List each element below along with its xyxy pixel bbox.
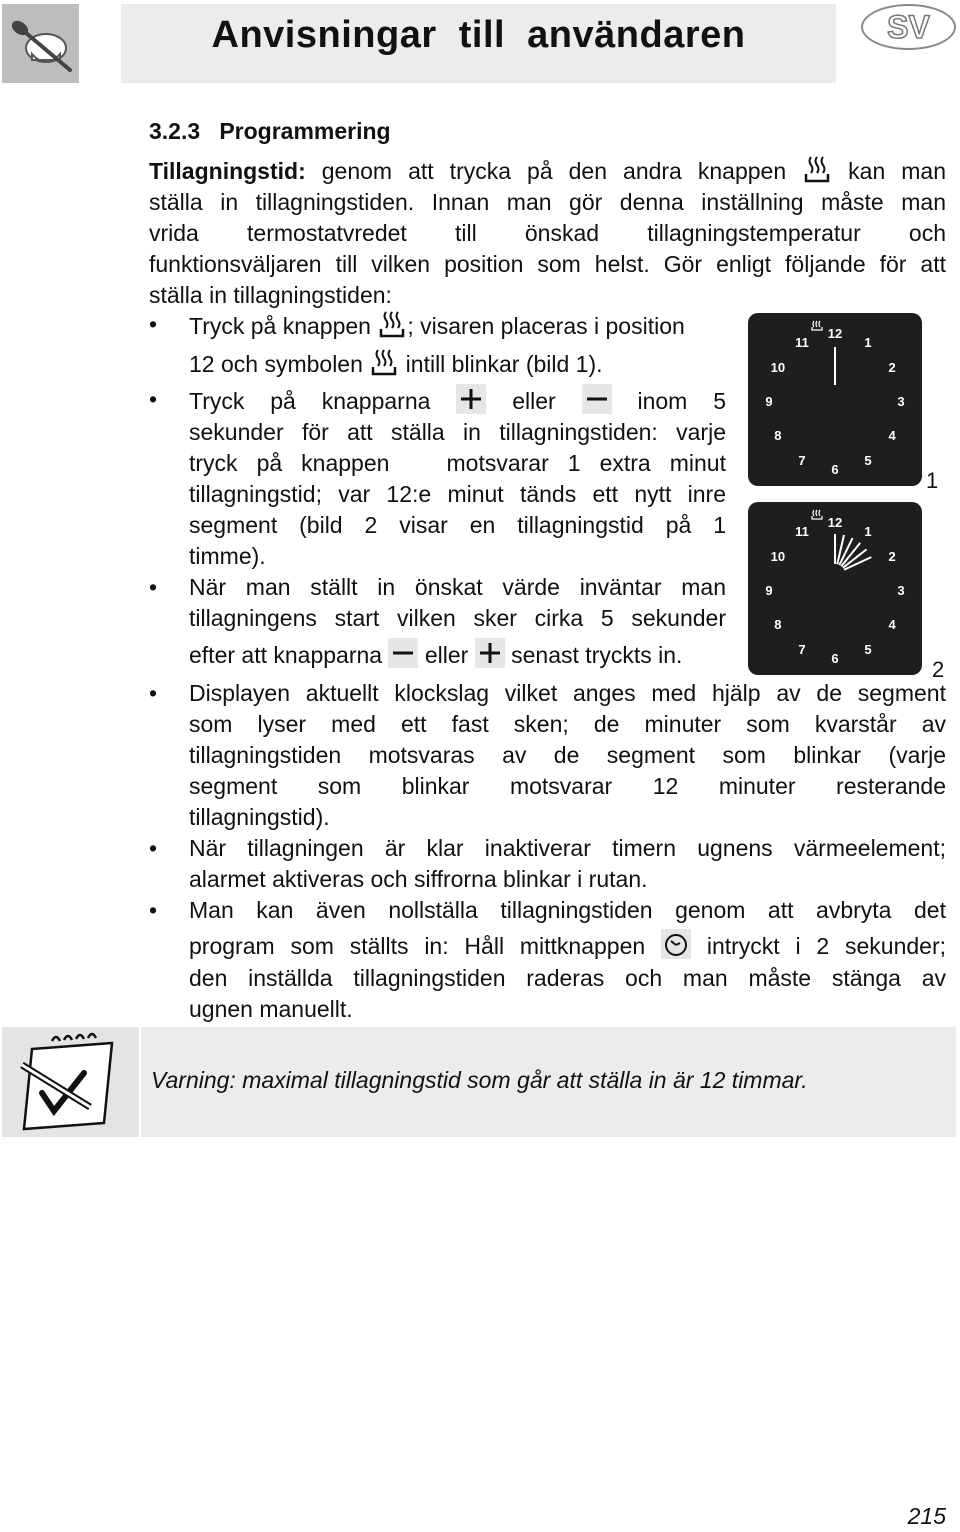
bullet-6-line-1: Man kan även nollställa tillagningstiden genom att avbryta det [189, 897, 946, 923]
clock-number: 6 [831, 651, 839, 666]
bullet-2-text-1: Tryck på knapparna [189, 388, 431, 415]
bullet-1-text-1: Tryck på knappen [189, 313, 371, 340]
intro-text-1: genom att trycka på den andra knappen [321, 158, 787, 185]
bullet-marker: • [149, 897, 158, 923]
clock-number: 9 [765, 583, 773, 598]
clock-number: 4 [888, 617, 896, 632]
intro-text-2: kan man [848, 158, 946, 185]
section-heading: 3.2.3 Programmering [149, 118, 391, 144]
bullet-4-line-1: Displayen aktuellt klockslag vilket anges med hjälp av de segment [189, 680, 946, 706]
bullet-marker: • [149, 680, 158, 706]
spoon-chef-hat-icon [2, 4, 79, 83]
bullet-1-line-1 [189, 309, 685, 347]
clock-number: 7 [798, 641, 806, 657]
bullet-2-line-6: timme). [189, 543, 266, 569]
bullet-3-line-1: När man ställt in önskat värde inväntar man [189, 574, 726, 600]
bullet-2-line-3: tryck på knappen motsvarar 1 extra minut [189, 450, 726, 476]
bullet-marker: • [149, 835, 158, 861]
bullet-3-text-3: senast tryckts in. [511, 642, 683, 669]
clock-number: 1 [864, 335, 872, 351]
clock-figure-2 [748, 502, 922, 675]
clock-number: 8 [774, 428, 782, 443]
bullet-1-line-2 [189, 347, 603, 385]
bullet-5-line-2: alarmet aktiveras och siffrorna blinkar i rutan. [189, 866, 648, 892]
clock-number: 4 [888, 428, 896, 443]
clock-number: 10 [770, 360, 786, 375]
clock-number: 7 [798, 452, 806, 468]
bullet-5-line-1: När tillagningen är klar inaktiverar timern ugnens värmeelement; [189, 835, 946, 861]
oven-symbol-icon [369, 347, 399, 385]
bullet-3-line-3 [189, 638, 682, 676]
bullet-4-line-2: som lyser med ett fast sken; de minuter som kvarstår av [189, 711, 946, 737]
bullet-2-line-4: tillagningstid; var 12:e minut tänds ett nytt inre [189, 481, 726, 507]
notepad-pen-icon [2, 1027, 139, 1137]
bullet-1-text-4: intill blinkar (bild 1). [405, 351, 603, 378]
intro-label: Tillagningstid: [149, 158, 306, 185]
clock-button-icon [661, 929, 691, 967]
clock-number: 8 [774, 617, 782, 632]
bullet-6-line-4: ugnen manuellt. [189, 996, 353, 1022]
clock-number: 11 [795, 335, 809, 351]
clock-number: 6 [831, 462, 839, 477]
warning-note: Varning: maximal tillagningstid som går att ställa in är 12 timmar. [151, 1067, 808, 1093]
figure-label-1: 1 [926, 468, 939, 493]
intro-line-3: vrida termostatvredet till önskad tillagningstemperatur och [149, 220, 946, 246]
intro-line-4: funktionsväljaren till vilken position som helst. Gör enligt följande för att [149, 251, 946, 277]
oven-timer-button-icon [377, 309, 407, 347]
figure-label-2: 2 [932, 657, 945, 682]
clock-number: 2 [888, 360, 896, 375]
logo-box [2, 4, 79, 83]
bullet-2-text-2: eller [512, 388, 556, 415]
bullet-4-line-4: segment som blinkar motsvarar 12 minuter resterande [189, 773, 946, 799]
bullet-6-line-2 [189, 929, 946, 967]
intro-line-2: ställa in tillagningstiden. Innan man gör denna inställning måste man [149, 189, 946, 215]
clock-number: 3 [897, 583, 905, 598]
clock-number: 2 [888, 549, 896, 564]
bullet-4-line-5: tillagningstid). [189, 804, 330, 830]
page-title: Anvisningar till användaren [211, 14, 746, 56]
bullet-4-line-3: tillagningstiden motsvaras av de segment som blinkar (varje [189, 742, 946, 768]
clock-number: 10 [770, 549, 786, 564]
clock-number: 11 [795, 524, 809, 540]
minus-button-icon [388, 638, 418, 676]
clock-number: 1 [864, 524, 872, 540]
bullet-6-text-2: intryckt i 2 sekunder; [706, 933, 947, 960]
bullet-1-text-3: 12 och symbolen [189, 351, 363, 378]
clock-number: 12 [827, 515, 843, 530]
intro-line-5: ställa in tillagningstiden: [149, 282, 392, 308]
clock-figure-1 [748, 313, 922, 486]
bullet-2-text-3: inom 5 [637, 388, 726, 415]
bullet-6-text-1: program som ställts in: Håll mittknappen [189, 933, 646, 960]
bullet-marker: • [149, 574, 158, 600]
bullet-6-line-3: den inställda tillagningstiden raderas och man måste stänga av [189, 965, 946, 991]
clock-number: 5 [864, 452, 872, 468]
note-icon-box [2, 1027, 139, 1137]
bullet-3-line-2: tillagningens start vilken sker cirka 5 sekunder [189, 605, 726, 631]
bullet-3-text-1: efter att knapparna [189, 642, 383, 669]
clock-number: 3 [897, 394, 905, 409]
bullet-3-text-2: eller [424, 642, 469, 669]
plus-button-icon [475, 638, 505, 676]
clock-number: 9 [765, 394, 773, 409]
clock-number: 5 [864, 641, 872, 657]
bullet-2-line-5: segment (bild 2 visar en tillagningstid på 1 [189, 512, 726, 538]
bullet-2-line-2: sekunder för att ställa in tillagningstiden: varje [189, 419, 726, 445]
language-badge: SV [861, 4, 956, 50]
bullet-marker: • [149, 311, 158, 337]
page-number: 215 [907, 1503, 946, 1529]
bullet-1-text-2: ; visaren placeras i position [407, 313, 685, 340]
bullet-marker: • [149, 386, 158, 412]
clock-number: 12 [827, 326, 843, 341]
